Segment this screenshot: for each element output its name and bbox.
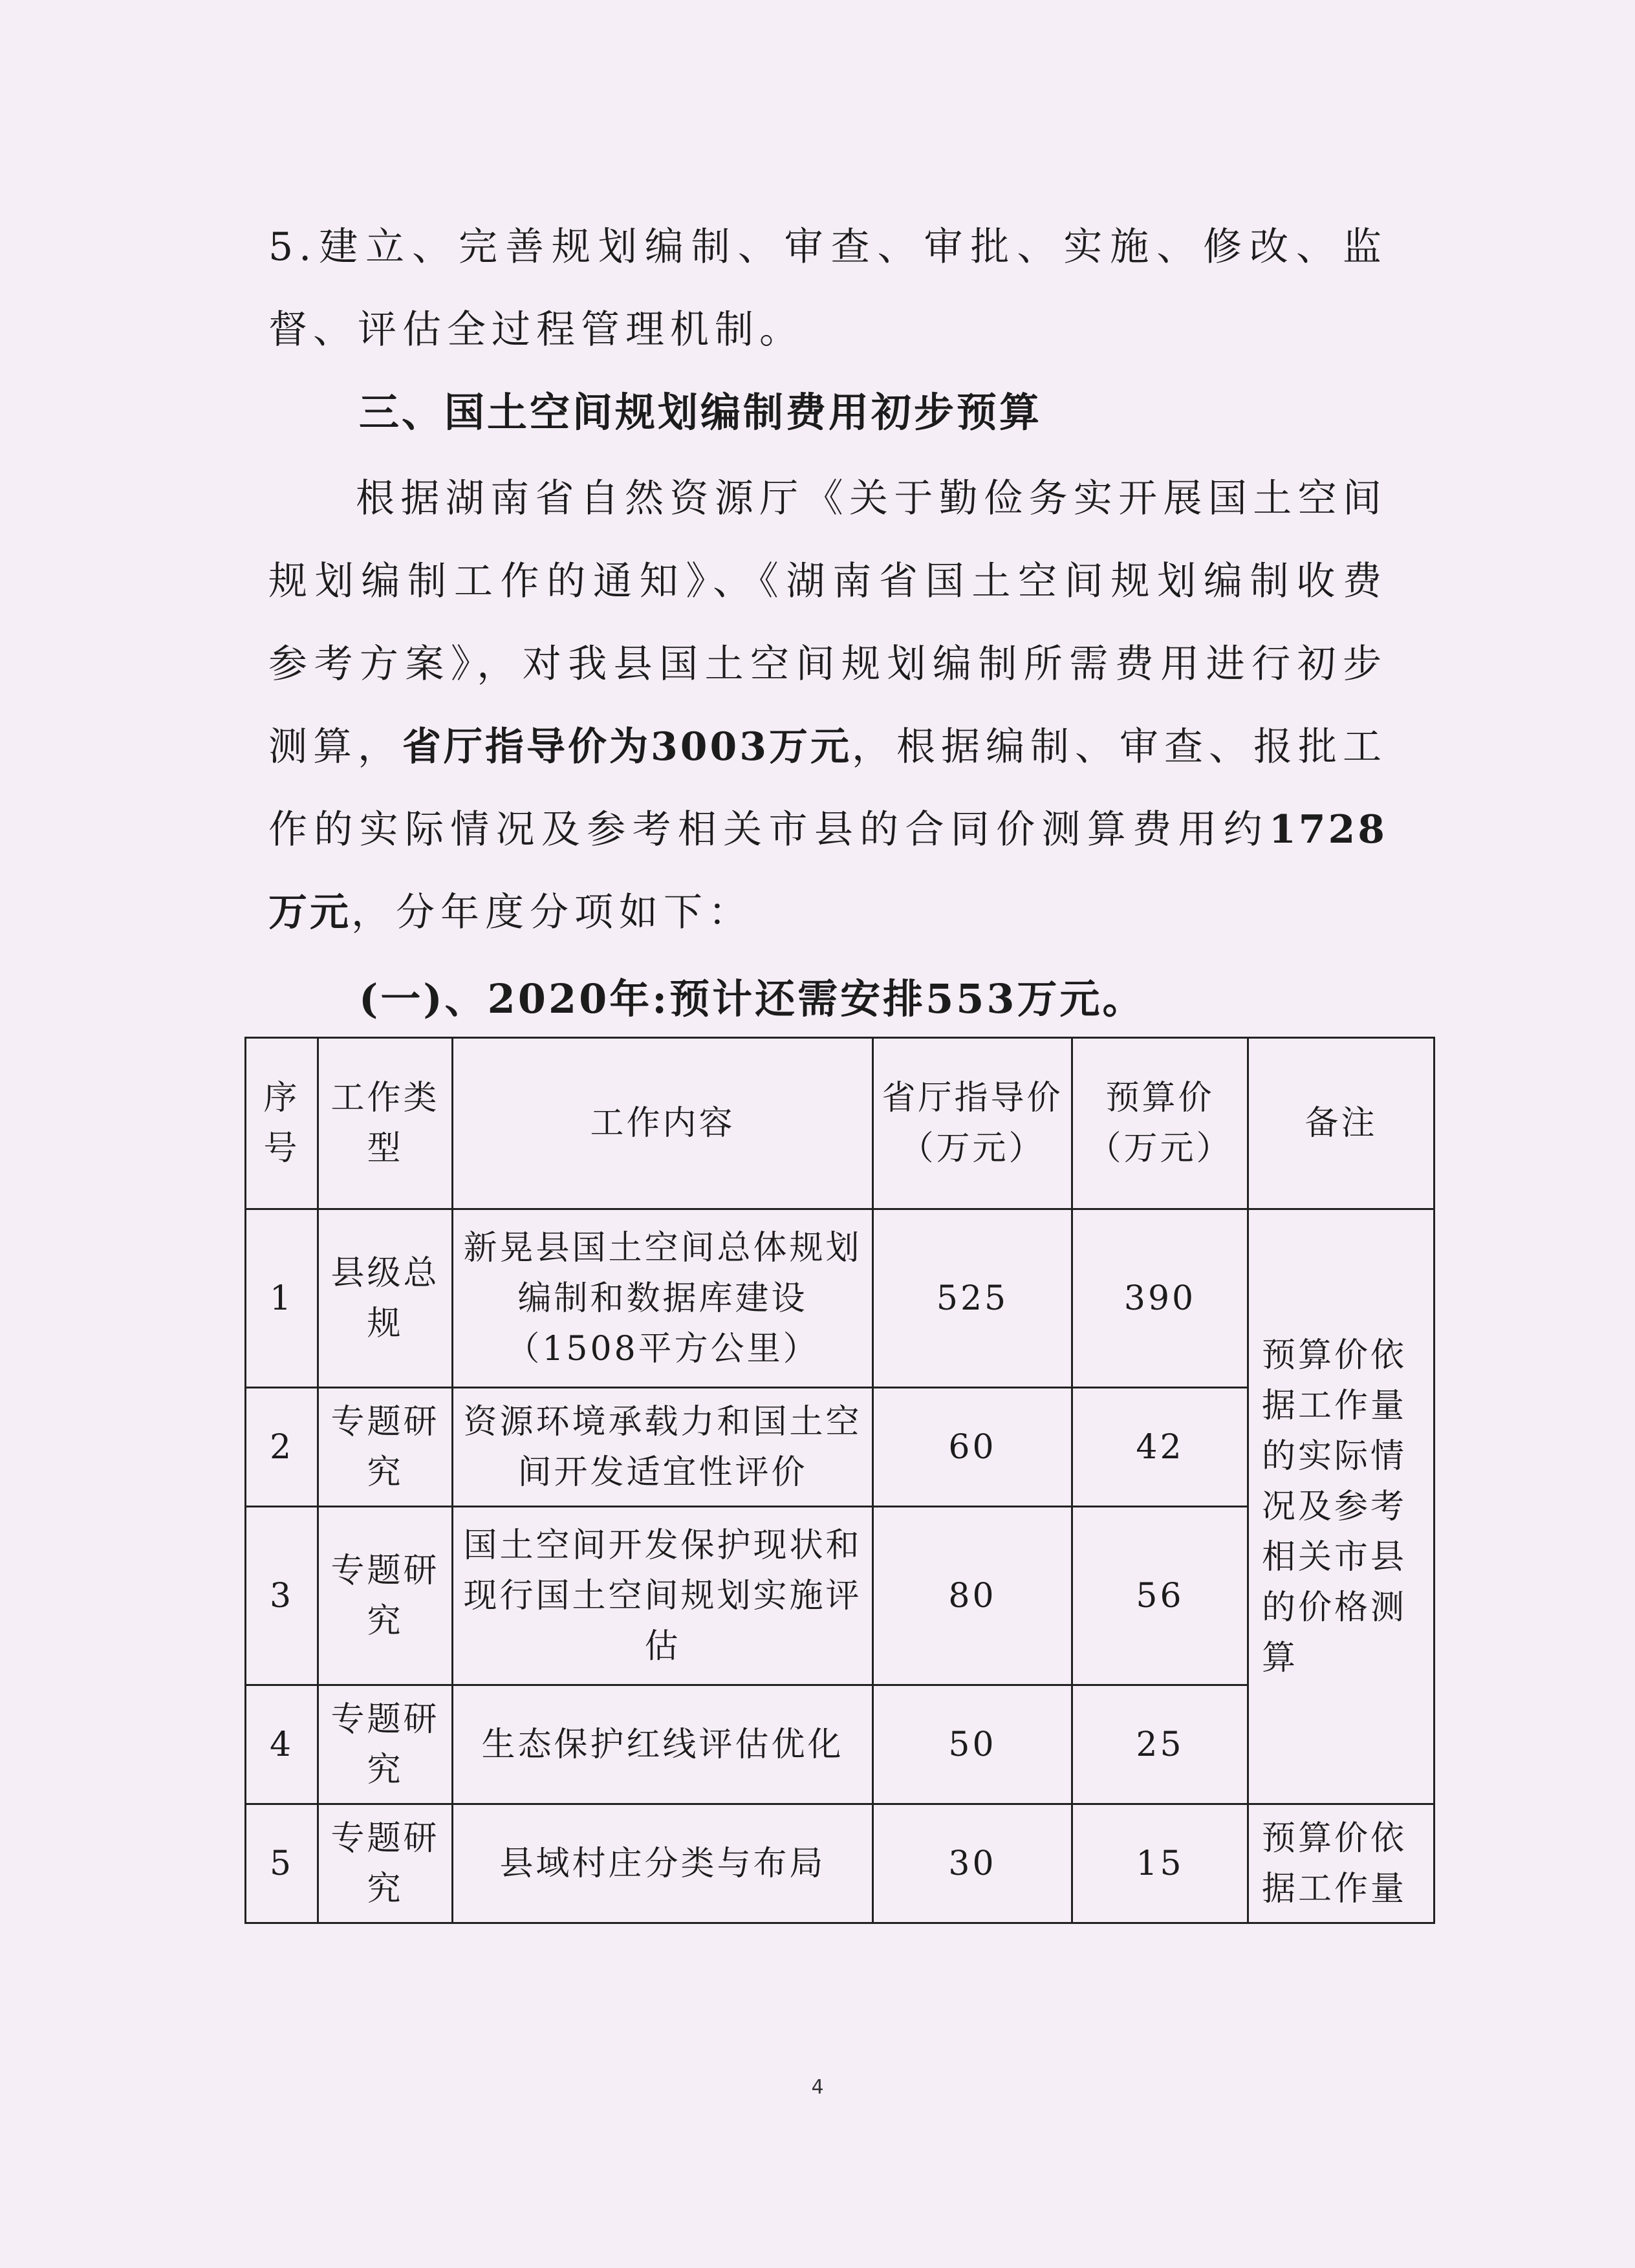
table-row xyxy=(246,1209,1435,1388)
item5-text: 5.建立、完善规划编制、审查、审批、实施、修改、监督、评估全过程管理机制。 xyxy=(268,224,1387,352)
row-type: 专题研究 xyxy=(318,1388,453,1507)
header-guide-price: 省厅指导价（万元） xyxy=(873,1038,1072,1209)
row-guide-price: 80 xyxy=(873,1507,1072,1685)
row-content: 国土空间开发保护现状和现行国土空间规划实施评估 xyxy=(453,1507,873,1685)
basis-text-2: ，根据编制、审查、报批工作的实际情况及参考相关市县的合同价测算费用约 xyxy=(268,724,1387,852)
row-remark: 预算价依据工作量 xyxy=(1248,1804,1435,1923)
sub-heading-2020: (一)、2020年:预计还需安排553万元。 xyxy=(359,975,1145,1022)
row-content: 县域村庄分类与布局 xyxy=(453,1804,873,1923)
row-guide-price: 30 xyxy=(873,1804,1072,1923)
row-content: 新晃县国土空间总体规划编制和数据库建设（1508平方公里） xyxy=(453,1209,873,1388)
basis-text-1: 根据湖南省自然资源厅《关于勤俭务实开展国土空间规划编制工作的通知》、《湖南省国土空间规划编制收费参考方案》，对我县国土空间规划编制所需费用进行初步测算， xyxy=(268,476,1387,770)
row-budget-price: 15 xyxy=(1072,1804,1248,1923)
row-content: 生态保护红线评估优化 xyxy=(453,1685,873,1804)
row-guide-price: 50 xyxy=(873,1685,1072,1804)
budget-table xyxy=(244,1037,1435,1924)
guide-price-total: 省厅指导价为3003万元 xyxy=(402,724,852,770)
page-number: 4 xyxy=(811,2076,824,2099)
row-type: 县级总规 xyxy=(318,1209,453,1388)
row-seq: 2 xyxy=(246,1388,318,1507)
paragraph-item-5 xyxy=(268,206,1387,371)
table-row xyxy=(246,1804,1435,1923)
header-budget-price: 预算价（万元） xyxy=(1072,1038,1248,1209)
budget-total: 1728万元 xyxy=(268,807,1387,935)
paragraph-budget-basis xyxy=(268,457,1387,954)
row-guide-price: 60 xyxy=(873,1388,1072,1507)
row-budget-price: 25 xyxy=(1072,1685,1248,1804)
row-type: 专题研究 xyxy=(318,1507,453,1685)
row-seq: 1 xyxy=(246,1209,318,1388)
row-type: 专题研究 xyxy=(318,1804,453,1923)
section-heading: 三、国土空间规划编制费用初步预算 xyxy=(359,389,1043,436)
row-seq: 5 xyxy=(246,1804,318,1923)
row-type: 专题研究 xyxy=(318,1685,453,1804)
header-seq: 序号 xyxy=(246,1038,318,1209)
row-budget-price: 42 xyxy=(1072,1388,1248,1507)
row-guide-price: 525 xyxy=(873,1209,1072,1388)
row-seq: 3 xyxy=(246,1507,318,1685)
basis-text-3: ，分年度分项如下： xyxy=(351,890,753,935)
row-content: 资源环境承载力和国土空间开发适宜性评价 xyxy=(453,1388,873,1507)
row-remark: 预算价依据工作量的实际情况及参考相关市县的价格测算 xyxy=(1248,1209,1435,1804)
row-budget-price: 390 xyxy=(1072,1209,1248,1388)
header-content: 工作内容 xyxy=(453,1038,873,1209)
header-remark: 备注 xyxy=(1248,1038,1435,1209)
row-budget-price: 56 xyxy=(1072,1507,1248,1685)
table-header-row xyxy=(246,1038,1435,1209)
row-seq: 4 xyxy=(246,1685,318,1804)
header-type: 工作类型 xyxy=(318,1038,453,1209)
